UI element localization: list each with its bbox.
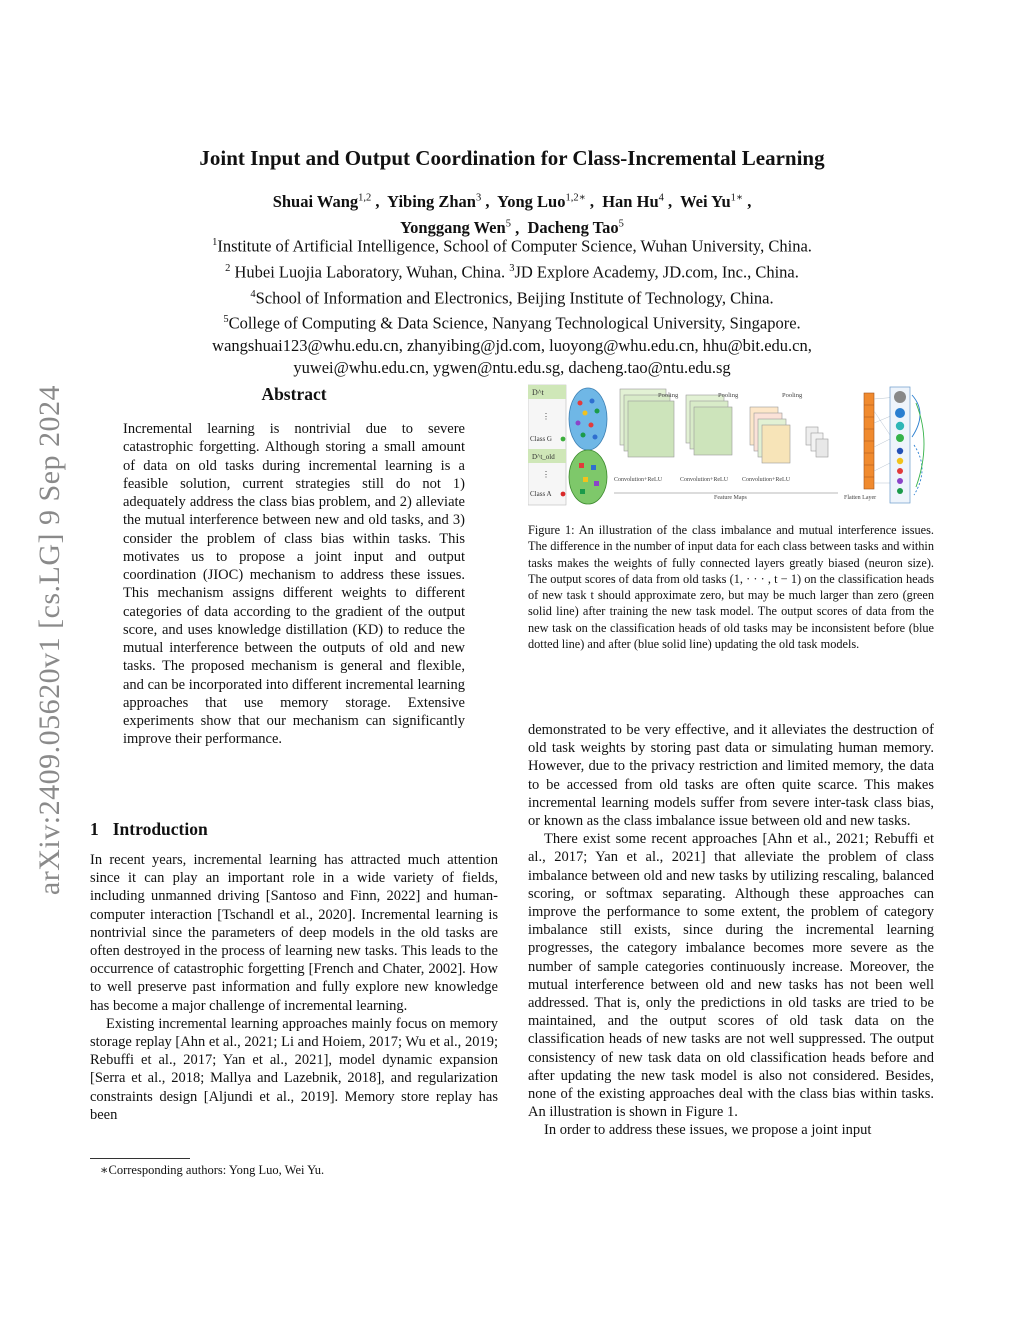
label-dt: D^t xyxy=(532,388,544,397)
affiliation: $^1$Institute of Artificial Intelligence, School of Computer Science, Wuhan University, China. xyxy=(212,236,812,256)
footnote-rule xyxy=(90,1158,190,1159)
author: Dacheng Tao$^5$ xyxy=(527,218,624,237)
paragraph: In order to address these issues, we propose a joint input xyxy=(544,1122,872,1139)
new-task-data-oval xyxy=(569,388,607,450)
class-g-dot xyxy=(561,437,566,442)
class-a-dot xyxy=(561,492,566,497)
paragraph: In recent years, incremental learning has attracted much attention since it can play an important role in a wide variety of fields, including unmanned driving [Santoso and Finn, 2022] and human-computer interaction [Tschandl et al., 2020]. Incremental learning is nontrivial since the parameters of deep models in the old tasks are often destroyed in the process of learning new tasks. This leads to the occurrence of catastrophic forgetting [French and Chater, 2002]. How to well preserve past information and fully explore new knowledge has become a major challenge of incremental learning. xyxy=(90,852,498,1014)
authors-line-1: Shuai Wang$^{1,2}$ , Yibing Zhan$^3$ , Yong Luo$^{1,2∗}$ , Han Hu$^4$ , Wei $Yu^{1∗}$ , xyxy=(272,191,752,211)
paragraph: There exist some recent approaches [Ahn et al., 2021; Rebuffi et al., 2017; Yan et al., 2021] that alleviate the problem of class imbalance between old and new tasks by utilizing rescaling, balanced scoring, or softmax separating. Although these approaches can improve the performance to some extent, the problem of category imbalance still exists, since during the incremental learning progresses, the category imbalance becomes more severe as the number of sample categories continuously increase. Moreover, the mutual interference between old and new tasks has not been well addressed. That is, only the predictions in old tasks are tried to be maintained, and the output scores of old task data on the classification heads of new tasks are not well suppressed. The output consistency of new task data on old classification heads before and after updating the new task model is also not considered. Besides, none of the existing approaches deal with the class bias within tasks. An illustration is shown in Figure 1. xyxy=(528,831,934,1121)
conv-stage-1 xyxy=(620,389,674,457)
pooling-label: Pooling xyxy=(658,392,679,399)
affiliation: $^5$College of Computing & Data Science, Nanyang Technological University, Singapore. xyxy=(223,313,801,333)
author: Yonggang Wen$^5$ xyxy=(400,218,511,237)
conv-stage-2 xyxy=(686,395,732,455)
flatten-layer-label: Flatten Layer xyxy=(844,495,877,501)
label-dots-2: ⋮ xyxy=(542,470,550,479)
author: Wei $Yu^{1∗}$ xyxy=(680,191,744,211)
pooling-label: Pooling xyxy=(718,392,739,399)
conv-label: Convolution+ReLU xyxy=(742,477,791,483)
abstract-body: Incremental learning is nontrivial due to severe catastrophic forgetting. Although storing a small amount of data on old tasks during incremental learning is a feasible solution, current strategies still do not 1) adequately address the class bias problem, and 2) alleviate the mutual interference between new and old tasks, and 3) consider the problem of class bias within tasks. This motivates us to propose a joint input and output coordination (JIOC) mechanism to address these issues. This mechanism assigns different weights to different categories of data according to the gradient of the output score, and uses knowledge distillation (KD) to reduce the mutual interference between the outputs of old and new tasks. The proposed mechanism is general and flexible, and can be incorporated into different incremental learning approaches that use memory storage. Extensive experiments show that our mechanism can significantly improve their performance. xyxy=(123,421,465,748)
arxiv-side-label: arXiv:2409.05620v1 [cs.LG] 9 Sep 2024 xyxy=(33,384,66,896)
paper-title: Joint Input and Output Coordination for Class-Incremental Learning xyxy=(199,146,825,170)
pooling-label: Pooling xyxy=(782,392,803,399)
email-line: yuwei@whu.edu.cn, ygwen@ntu.edu.sg, dacheng.tao@ntu.edu.sg xyxy=(293,358,731,378)
affiliation: $^4$School of Information and Electronics, Beijing Institute of Technology, China. xyxy=(250,288,774,308)
affiliation: $^2$ Hubei Luojia Laboratory, Wuhan, China. $^3$JD Explore Academy, JD.com, Inc., China. xyxy=(225,262,799,282)
right-column-body xyxy=(528,721,934,1140)
footnote: ∗Corresponding authors: Yong Luo, Wei Yu. xyxy=(100,1163,325,1177)
label-dots: ⋮ xyxy=(542,412,550,421)
author: Yong Luo$^{1,2∗}$ xyxy=(497,191,586,211)
author: Shuai Wang$^{1,2}$ xyxy=(272,191,372,211)
email-line: wangshuai123@whu.edu.cn, zhanyibing@jd.com, luoyong@whu.edu.cn, hhu@bit.edu.cn, xyxy=(212,336,812,356)
section-heading: 1 Introduction xyxy=(90,819,208,839)
author: Yibing Zhan$^3$ xyxy=(387,191,482,211)
flatten-layer xyxy=(864,393,874,489)
figure-caption: Figure 1: An illustration of the class imbalance and mutual interference issues. The difference in the number of input data for each class between tasks and within tasks makes the weights of fully connected layers greatly biased (neuron size). The output scores of data from old tasks (1, · · · , t − 1) on the classification heads of new task t should approximate zero, but may be much larger than zero (green solid line) after training the new task model. The output scores of data from the new task on the classification heads of old tasks may be inconsistent before (blue dotted line) and after (blue solid line) updating the old task models. xyxy=(528,523,934,652)
introduction-body xyxy=(90,851,498,1124)
figure-1-diagram xyxy=(528,383,934,509)
label-column xyxy=(528,385,566,505)
label-class-a: Class A xyxy=(530,490,552,498)
label-dt-old: D^t_old xyxy=(532,453,555,461)
affiliations xyxy=(100,232,924,380)
abstract-heading: Abstract xyxy=(261,384,327,404)
paragraph: Existing incremental learning approaches mainly focus on memory storage replay [Ahn et al., 2021; Li and Hoiem, 2017; Wu et al., 2019; Rebuffi et al., 2017; Yan et al., 2021], model dynamic expansion [Serra et al., 2018; Mallya and Lazebnik, 2018], and regularization constraints design [Aljundi et al., 2019]. Memory store replay has been xyxy=(90,1015,498,1123)
authors-line-2: Yonggang Wen$^5$ , Dacheng Tao$^5$ xyxy=(400,218,624,237)
conv-label: Convolution+ReLU xyxy=(680,477,729,483)
feature-maps-label: Feature Maps xyxy=(714,495,747,501)
output-heads-box xyxy=(890,387,910,503)
label-class-g: Class G xyxy=(530,435,552,443)
paragraph: demonstrated to be very effective, and it alleviates the destruction of old task weights by storing past data or simulating human memory. However, due to the privacy restriction and limited memory, the data to be accessed from old tasks are often quite scarce. This makes incremental learning models suffer from severe inter-task class bias, or known as the class imbalance issue between old and new tasks. xyxy=(528,722,934,830)
author: Han Hu$^4$ xyxy=(602,191,664,211)
conv-label: Convolution+ReLU xyxy=(614,477,663,483)
